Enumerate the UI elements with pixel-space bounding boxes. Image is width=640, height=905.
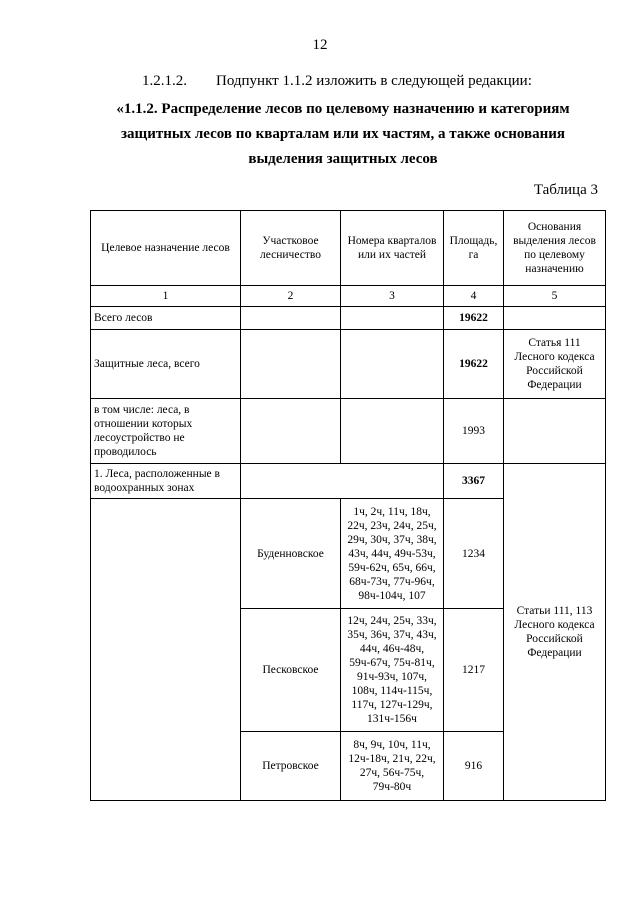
forestry-name: Петровское xyxy=(241,732,341,801)
total-label: Всего лесов xyxy=(91,307,241,330)
section-heading: «1.1.2. Распределение лесов по целевому назначению и категориям защитных лесов по кварталам или их частям, а также основания выделения защитных лесов xyxy=(116,101,570,167)
column-number: 1 xyxy=(91,286,241,307)
empty-cell xyxy=(241,464,444,499)
clause-line xyxy=(142,73,532,90)
water-zone-area: 3367 xyxy=(444,464,504,499)
protective-basis: Статья 111 Лесного кодекса Российской Федерации xyxy=(504,330,606,399)
header-quarters: Номера кварталов или их частей xyxy=(341,211,444,286)
no-survey-row xyxy=(91,399,606,464)
header-forestry: Участковое лесничество xyxy=(241,211,341,286)
empty-cell xyxy=(504,399,606,464)
clause-number: 1.2.1.2. xyxy=(142,73,187,89)
empty-cell xyxy=(241,399,341,464)
column-number: 2 xyxy=(241,286,341,307)
water-zone-basis: Статьи 111, 113 Лесного кодекса Российской Федерации xyxy=(504,464,606,801)
clause-text: Подпункт 1.1.2 изложить в следующей редакции: xyxy=(216,73,532,89)
water-zone-label: 1. Леса, расположенные в водоохранных зонах xyxy=(91,464,241,499)
protective-area: 19622 xyxy=(444,330,504,399)
column-number: 5 xyxy=(504,286,606,307)
empty-cell xyxy=(91,499,241,801)
forestry-name: Буденновское xyxy=(241,499,341,609)
empty-cell xyxy=(341,307,444,330)
column-number: 4 xyxy=(444,286,504,307)
table-label: Таблица 3 xyxy=(533,182,598,198)
total-area: 19622 xyxy=(444,307,504,330)
empty-cell xyxy=(341,330,444,399)
empty-cell xyxy=(341,399,444,464)
empty-cell xyxy=(241,330,341,399)
forestry-name: Песковское xyxy=(241,609,341,732)
header-purpose: Целевое назначение лесов xyxy=(91,211,241,286)
total-forests-row xyxy=(91,307,606,330)
forestry-quarters: 1ч, 2ч, 11ч, 18ч, 22ч, 23ч, 24ч, 25ч, 29ч, 30ч, 37ч, 38ч, 43ч, 44ч, 49ч-53ч, 59ч-62ч, 65ч, 66ч, 68ч-73ч, 77ч-96ч, 98ч-104ч, 107 xyxy=(341,499,444,609)
forestry-quarters: 8ч, 9ч, 10ч, 11ч, 12ч-18ч, 21ч, 22ч, 27ч, 56ч-75ч, 79ч-80ч xyxy=(341,732,444,801)
forest-distribution-table xyxy=(90,210,606,801)
no-survey-area: 1993 xyxy=(444,399,504,464)
forestry-quarters: 12ч, 24ч, 25ч, 33ч, 35ч, 36ч, 37ч, 43ч, 44ч, 46ч-48ч, 59ч-67ч, 75ч-81ч, 91ч-93ч, 107ч, 108ч, 114ч-115ч, 117ч, 127ч-129ч, 131ч-156ч xyxy=(341,609,444,732)
empty-cell xyxy=(241,307,341,330)
table-header-row xyxy=(91,211,606,286)
header-area: Площадь, га xyxy=(444,211,504,286)
page-number: 12 xyxy=(312,37,328,53)
forestry-area: 1234 xyxy=(444,499,504,609)
header-basis: Основания выделения лесов по целевому назначению xyxy=(504,211,606,286)
protective-label: Защитные леса, всего xyxy=(91,330,241,399)
water-zone-row xyxy=(91,464,606,499)
protective-forests-row xyxy=(91,330,606,399)
forestry-area: 1217 xyxy=(444,609,504,732)
column-number-row xyxy=(91,286,606,307)
no-survey-label: в том числе: леса, в отношении которых лесоустройство не проводилось xyxy=(91,399,241,464)
empty-cell xyxy=(504,307,606,330)
forestry-area: 916 xyxy=(444,732,504,801)
column-number: 3 xyxy=(341,286,444,307)
